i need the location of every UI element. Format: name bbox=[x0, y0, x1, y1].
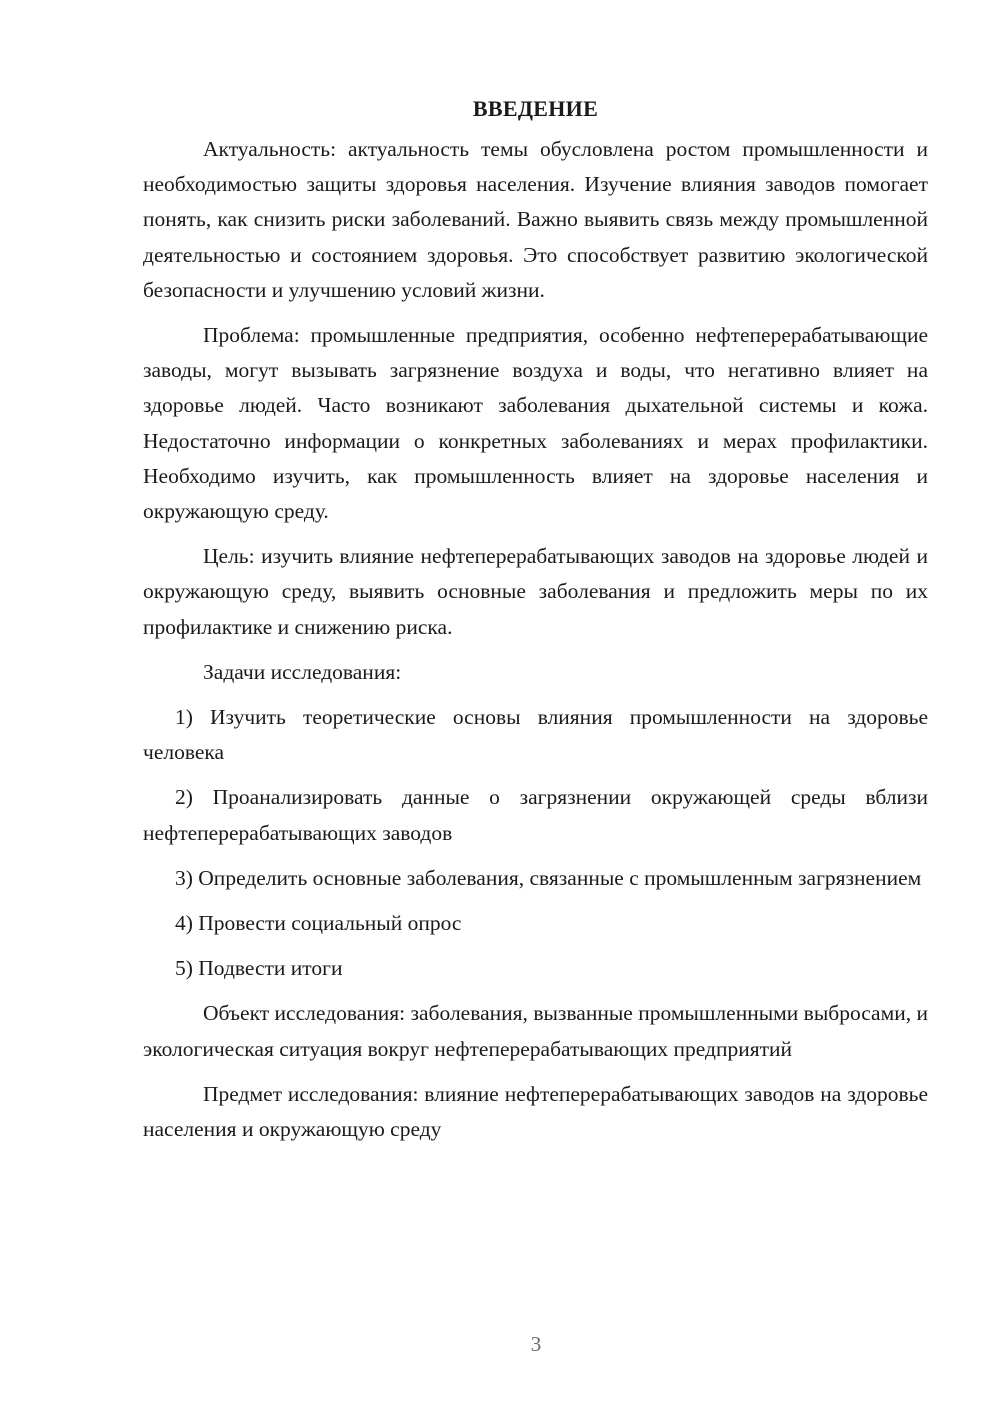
research-object-paragraph: Объект исследования: заболевания, вызванные промышленными выбросами, и экологическая ситуация вокруг нефтеперерабатывающих предприятий bbox=[143, 1001, 928, 1061]
task-item: 4) Провести социальный опрос bbox=[175, 911, 462, 936]
task-item: 3) Определить основные заболевания, связанные с промышленным загрязнением bbox=[175, 865, 922, 890]
tasks-heading: Задачи исследования: bbox=[203, 659, 402, 684]
page-title: ВВЕДЕНИЕ bbox=[472, 96, 599, 121]
relevance-paragraph: Актуальность: актуальность темы обусловлена ростом промышленности и необходимостью защиты здоровья населения. Изучение влияния заводов помогает понять, как снизить риски заболеваний. Важно выявить связь между промышленной деятельностью и состоянием здоровья. Это способствует развитию экологической безопасности и улучшению условий жизни. bbox=[143, 137, 928, 302]
goal-paragraph: Цель: изучить влияние нефтеперерабатывающих заводов на здоровье людей и окружающую среду, выявить основные заболевания и предложить меры по их профилактике и снижению риска. bbox=[143, 544, 928, 639]
research-subject-paragraph: Предмет исследования: влияние нефтеперерабатывающих заводов на здоровье населения и окружающую среду bbox=[143, 1081, 928, 1142]
document-page bbox=[143, 92, 928, 1157]
task-item: 5) Подвести итоги bbox=[175, 956, 343, 981]
page-number: 3 bbox=[530, 1332, 542, 1356]
task-item: 2) Проанализировать данные о загрязнении окружающей среды вблизи нефтеперерабатывающих заводов bbox=[143, 785, 928, 845]
task-item: 1) Изучить теоретические основы влияния промышленности на здоровье человека bbox=[143, 705, 928, 765]
problem-paragraph: Проблема: промышленные предприятия, особенно нефтеперерабатывающие заводы, могут вызывать загрязнение воздуха и воды, что негативно влияет на здоровье людей. Часто возникают заболевания дыхательной системы и кожа. Недостаточно информации о конкретных заболеваниях и мерах профилактики. Необходимо изучить, как промышленность влияет на здоровье населения и окружающую среду. bbox=[143, 323, 928, 524]
